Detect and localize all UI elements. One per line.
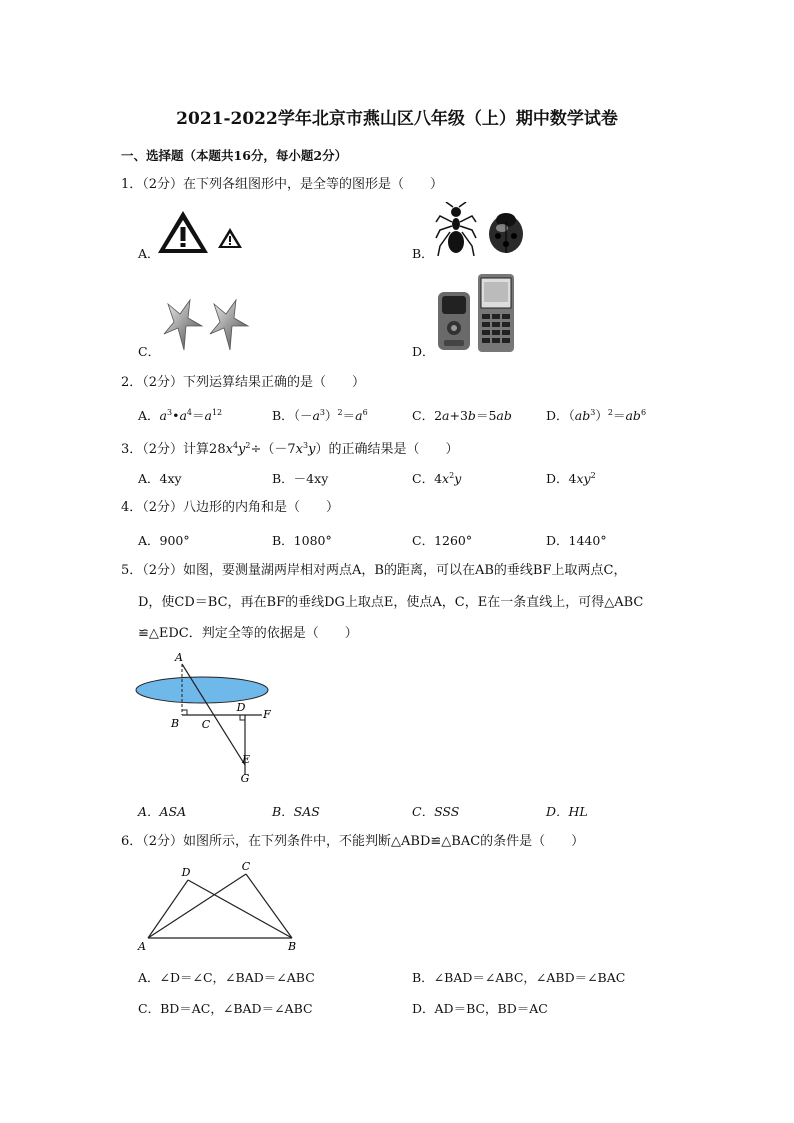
q3-option-a: A．4xy	[138, 471, 182, 486]
q2-option-d: D．$(ab^3)^2=ab^6$	[546, 408, 647, 423]
point-label-c: C	[241, 860, 251, 873]
question-1-stem: 1．（2分）在下列各组图形中，是全等的图形是（ ）	[121, 177, 444, 192]
question-5-line-2: D，使CD＝BC，再在BF的垂线DG上取点E，使点A，C，E在一条直线上，可得△ABC	[138, 595, 644, 610]
starfish-icon	[160, 296, 256, 354]
q4-option-d: D．1440°	[546, 533, 607, 548]
question-3-stem: 3．（2分）计算$28x^4y^2\div(-7x^3y)$的正确结果是（ ）	[121, 441, 459, 457]
question-5-line-3: ≌△EDC．判定全等的依据是（ ）	[138, 626, 358, 641]
q4-option-b: B．1080°	[272, 533, 332, 548]
point-label-f: F	[263, 708, 271, 721]
q4-option-a: A．900°	[138, 533, 190, 548]
q4-option-c: C．1260°	[412, 533, 473, 548]
q6-option-d: D．AD＝BC，BD＝AC	[412, 1001, 548, 1016]
point-label-d: D	[236, 701, 246, 714]
ant-and-ladybug-icon	[432, 202, 528, 258]
question-2-stem: 2．（2分）下列运算结果正确的是（ ）	[121, 375, 366, 390]
point-label-g: G	[240, 772, 250, 785]
point-label-a: A	[138, 940, 146, 953]
page-title: 2021-2022学年北京市燕山区八年级（上）期中数学试卷	[176, 109, 618, 129]
question-4-stem: 4．（2分）八边形的内角和是（ ）	[121, 500, 340, 515]
q1-option-c-label: C．	[138, 344, 161, 359]
section-heading: 一、选择题（本题共16分，每小题2分）	[121, 148, 348, 163]
point-label-a: A	[175, 651, 183, 664]
point-label-e: E	[241, 753, 251, 766]
q1-option-b-label: B．	[412, 246, 434, 261]
q1-option-a-label: A．	[138, 246, 160, 261]
q6-option-c: C．BD＝AC，∠BAD＝∠ABC	[138, 1001, 313, 1016]
mobile-phones-icon	[434, 270, 520, 356]
warning-triangles-icon	[156, 208, 248, 258]
q6-option-b: B．∠BAD＝∠ABC，∠ABD＝∠BAC	[412, 970, 626, 985]
point-label-d: D	[181, 866, 191, 879]
q5-option-d: D．HL	[546, 804, 588, 819]
q1-option-d-label: D．	[412, 344, 435, 359]
q5-option-b: B．SAS	[272, 804, 320, 819]
q5-option-a: A．ASA	[138, 804, 187, 819]
q6-option-a: A．∠D＝∠C，∠BAD＝∠ABC	[138, 970, 315, 985]
q5-option-c: C．SSS	[412, 804, 460, 819]
q3-option-d: D．$4xy^2$	[546, 471, 596, 486]
point-label-c: C	[201, 718, 211, 731]
triangles-diagram	[134, 858, 304, 954]
question-5-line-1: 5．（2分）如图，要测量湖两岸相对两点A，B的距离，可以在AB的垂线BF上取两点C，	[121, 563, 627, 578]
q3-option-c: C．$4x^2y$	[412, 471, 462, 486]
question-6-stem: 6．（2分）如图所示，在下列条件中，不能判断△ABD≌△BAC的条件是（ ）	[121, 834, 585, 849]
point-label-b: B	[170, 717, 180, 730]
lake-measurement-diagram	[130, 650, 290, 786]
q3-option-b: B．－4xy	[272, 471, 329, 486]
q2-option-c: C．2a+3b＝5ab	[412, 408, 512, 423]
point-label-b: B	[287, 940, 297, 953]
q2-option-b: B．$(-a^3)^2=a^6$	[272, 408, 368, 423]
q2-option-a: A．$a^3•a^4=a^{12}$	[138, 408, 223, 423]
